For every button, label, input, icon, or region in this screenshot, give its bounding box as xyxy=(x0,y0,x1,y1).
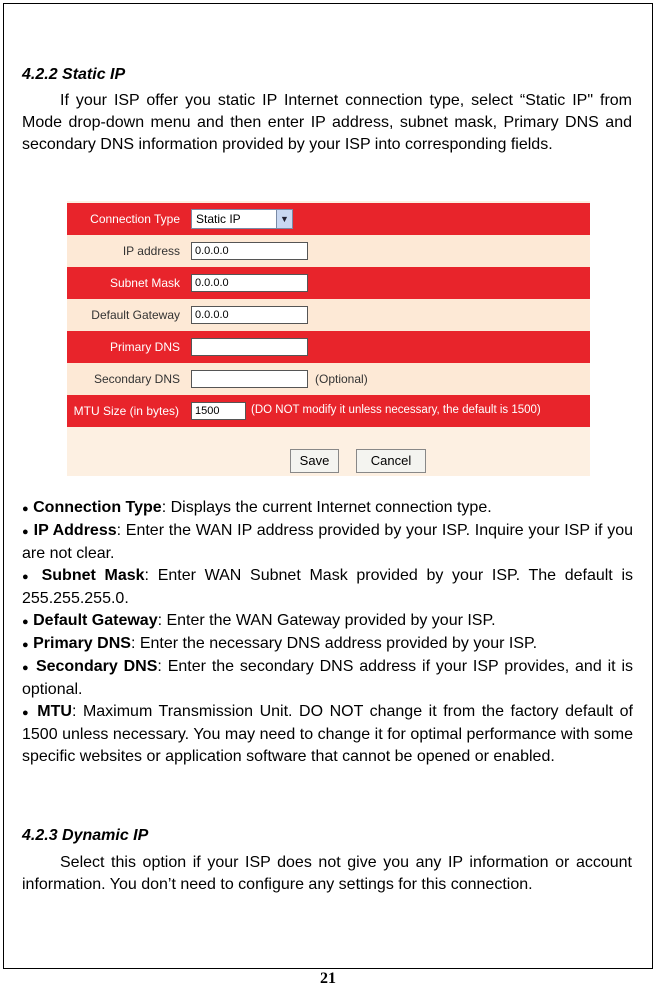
mtu-label: MTU Size (in bytes) xyxy=(73,404,179,418)
bullet-text: : Maximum Transmission Unit. DO NOT change it from the factory default of 1500 unless necessary. You may need to change it for optimal performance with some specific websites or application software that cannot be opened or enabled. xyxy=(22,703,633,765)
bullet-text: : Enter the WAN Gateway provided by your ISP. xyxy=(157,612,496,629)
bullet-secondary-dns xyxy=(22,656,633,701)
static-ip-intro: If your ISP offer you static IP Internet connection type, select “Static IP" from Mode drop-down menu and then enter IP address, subnet mask, Primary DNS and secondary DNS information provided by your ISP into corresponding fields. xyxy=(22,92,632,153)
bullet-icon: ● xyxy=(22,662,31,674)
bullet-term: Connection Type xyxy=(33,499,162,516)
bullet-text: : Enter the necessary DNS address provided by your ISP. xyxy=(130,635,538,652)
connection-type-label: Connection Type xyxy=(90,212,180,226)
default-gateway-row xyxy=(67,299,590,331)
bullet-subnet-mask xyxy=(22,565,633,610)
page-number: 21 xyxy=(320,970,336,987)
subnet-mask-row xyxy=(67,267,590,299)
bullet-text: : Enter WAN Subnet Mask provided by your ISP. The default is 255.255.255.0. xyxy=(22,567,633,607)
primary-dns-label: Primary DNS xyxy=(109,340,180,354)
bullet-term: MTU xyxy=(37,703,72,720)
static-ip-form xyxy=(67,201,590,476)
bullet-text: : Enter the secondary DNS address if your ISP provides, and it is optional. xyxy=(22,658,634,698)
bullet-term: IP Address xyxy=(33,522,117,539)
bullet-icon: ● xyxy=(22,503,29,515)
mtu-note: (DO NOT modify it unless necessary, the default is 1500) xyxy=(251,404,541,416)
secondary-dns-input[interactable] xyxy=(191,370,308,388)
field-descriptions xyxy=(22,497,633,768)
section-heading-dynamic-ip: 4.2.3 Dynamic IP xyxy=(22,827,149,844)
default-gateway-label: Default Gateway xyxy=(91,308,180,322)
bullet-icon: ● xyxy=(22,616,29,628)
ip-address-input[interactable]: 0.0.0.0 xyxy=(191,242,308,260)
ip-address-row xyxy=(67,235,590,267)
mtu-input[interactable]: 1500 xyxy=(191,402,246,420)
connection-type-value: Static IP xyxy=(196,212,241,226)
secondary-dns-label: Secondary DNS xyxy=(93,372,180,386)
primary-dns-input[interactable] xyxy=(191,338,308,356)
bullet-term: Default Gateway xyxy=(33,612,158,629)
subnet-mask-input[interactable]: 0.0.0.0 xyxy=(191,274,308,292)
save-button[interactable]: Save xyxy=(290,449,339,473)
ip-address-label: IP address xyxy=(122,244,180,258)
bullet-default-gateway xyxy=(22,610,633,633)
dynamic-ip-intro: Select this option if your ISP does not give you any IP information or account information. You don’t need to configure any settings for this connection. xyxy=(22,854,632,893)
bullet-term: Primary DNS xyxy=(33,635,131,652)
secondary-dns-row xyxy=(67,363,590,395)
bullet-icon: ● xyxy=(22,571,33,583)
secondary-dns-optional-note: (Optional) xyxy=(315,372,368,386)
subnet-mask-label: Subnet Mask xyxy=(109,276,180,290)
mtu-row xyxy=(67,395,590,427)
bullet-primary-dns xyxy=(22,633,633,656)
bullet-ip-address xyxy=(22,520,633,565)
chevron-down-icon[interactable]: ▼ xyxy=(276,210,292,228)
bullet-term: Subnet Mask xyxy=(41,567,145,584)
bullet-icon: ● xyxy=(22,707,31,719)
bullet-mtu xyxy=(22,701,633,768)
bullet-text: : Displays the current Internet connection type. xyxy=(161,499,492,516)
cancel-button[interactable]: Cancel xyxy=(356,449,426,473)
connection-type-row xyxy=(67,203,590,235)
primary-dns-row xyxy=(67,331,590,363)
connection-type-select[interactable] xyxy=(191,209,293,229)
bullet-term: Secondary DNS xyxy=(35,658,158,675)
bullet-connection-type xyxy=(22,497,633,520)
section-heading-static-ip: 4.2.2 Static IP xyxy=(22,66,126,83)
bullet-icon: ● xyxy=(22,526,29,538)
bullet-text: : Enter the WAN IP address provided by your ISP. Inquire your ISP if you are not clear. xyxy=(22,522,633,562)
bullet-icon: ● xyxy=(22,639,29,651)
default-gateway-input[interactable]: 0.0.0.0 xyxy=(191,306,308,324)
